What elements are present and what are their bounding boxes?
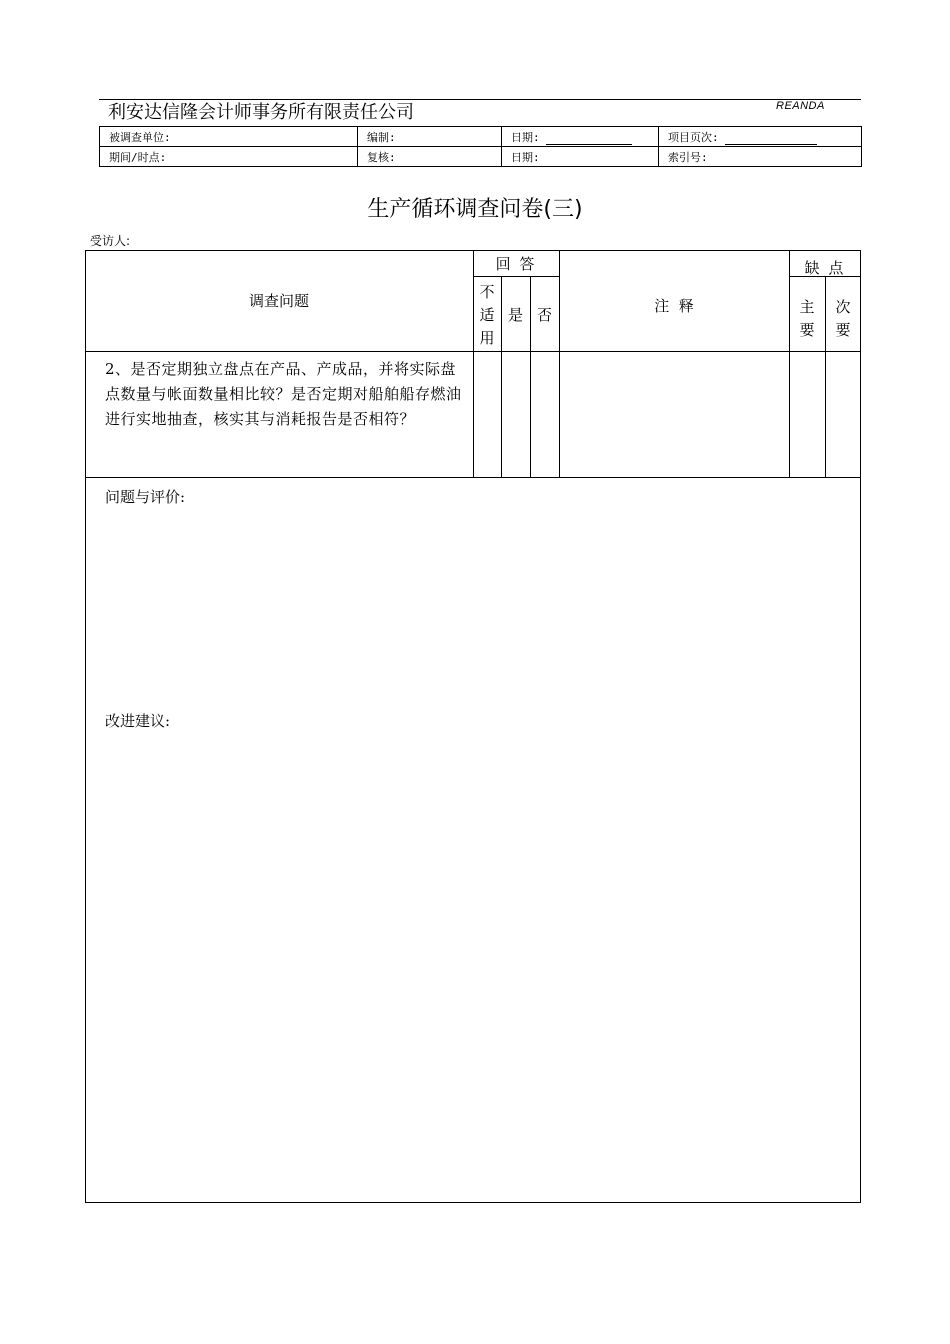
defect-minor-header: 次 要 — [835, 297, 851, 339]
header-info-table — [99, 126, 862, 167]
company-name: 利安达信隆会计师事务所有限责任公司 — [108, 102, 414, 123]
grid-border-right — [860, 250, 861, 1203]
header-row-2 — [100, 147, 862, 167]
index-number-field: 索引号: — [659, 147, 862, 167]
defect-major-header: 主 要 — [799, 297, 815, 339]
surveyed-unit-field: 被调查单位: — [100, 127, 358, 147]
prepare-date-field: 日期: — [502, 127, 659, 147]
header-row-1 — [100, 127, 862, 147]
reviewed-by-field: 复核: — [358, 147, 502, 167]
interviewee-label: 受访人: — [90, 234, 131, 248]
period-field: 期间/时点: — [100, 147, 358, 167]
grid-border-left — [85, 250, 86, 1203]
question-header: 调查问题 — [248, 292, 309, 310]
answer-subheader-line — [473, 276, 559, 277]
header-top-rule — [99, 99, 861, 100]
project-page-field: 项目页次: — [659, 127, 862, 147]
issues-evaluation-label: 问题与评价: — [105, 488, 186, 506]
answer-yes-header: 是 — [507, 306, 523, 324]
answer-na-header: 不 适 用 — [479, 283, 495, 347]
question-text: 2、是否定期独立盘点在产品、产成品，并将实际盘点数量与帐面数量相比较？是否定期对船舶船存燃油进行实地抽查，核实其与消耗报告是否相符？ — [105, 360, 462, 428]
page-title: 生产循环调查问卷(三) — [367, 197, 583, 222]
improvement-suggestions-label: 改进建议: — [105, 712, 171, 730]
prepared-by-field: 编制: — [358, 127, 502, 147]
col-line-notes — [789, 250, 790, 478]
answer-no-header: 否 — [536, 306, 552, 324]
review-date-field: 日期: — [502, 147, 659, 167]
grid-border-bottom — [85, 1202, 861, 1203]
notes-header: 注 释 — [654, 297, 694, 315]
brand-name: REANDA — [776, 100, 825, 112]
defect-header: 缺 点 — [804, 258, 846, 277]
answer-header: 回 答 — [495, 254, 537, 273]
